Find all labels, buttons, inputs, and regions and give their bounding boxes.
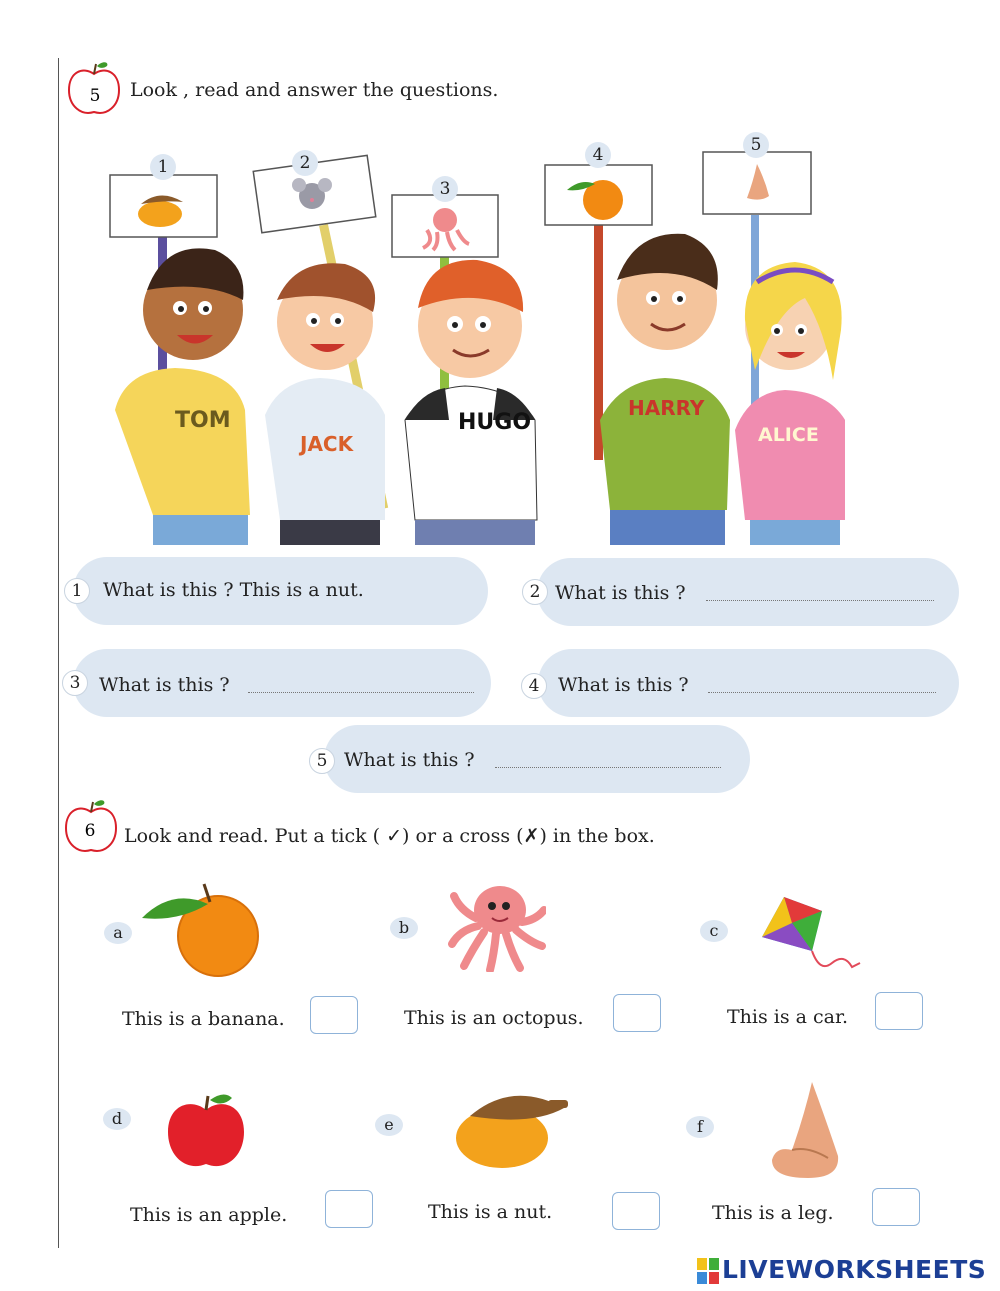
section-5-apple-badge [65, 60, 123, 118]
item-c-tick-box[interactable] [875, 992, 923, 1030]
question-1-number: 1 [64, 578, 90, 604]
question-3-number: 3 [62, 670, 88, 696]
shirt-name-tom: TOM [175, 408, 231, 433]
child-harry [600, 234, 730, 545]
item-c-letter: c [700, 920, 728, 942]
section-6-apple-badge [62, 798, 120, 856]
shirt-name-alice: ALICE [758, 424, 819, 446]
item-a-letter: a [104, 922, 132, 944]
sign-4 [545, 165, 652, 225]
item-b-letter: b [390, 917, 418, 939]
item-d-sentence: This is an apple. [130, 1204, 288, 1226]
page-margin-line [58, 58, 59, 1248]
section-5-number: 5 [89, 86, 101, 106]
child-jack [265, 263, 385, 545]
item-b-sentence: This is an octopus. [404, 1007, 584, 1029]
liveworksheets-logo-icon [697, 1258, 719, 1284]
question-2-text: What is this ? [555, 582, 686, 604]
shirt-name-harry: HARRY [628, 396, 705, 420]
question-3-answer-blank[interactable] [248, 692, 474, 693]
item-c-sentence: This is a car. [727, 1006, 849, 1028]
liveworksheets-brand[interactable]: LIVEWORKSHEETS [722, 1255, 987, 1284]
question-3-text: What is this ? [99, 674, 230, 696]
nut-icon [452, 1086, 574, 1172]
shirt-name-hugo: HUGO [458, 410, 532, 435]
question-2-number: 2 [522, 579, 548, 605]
section-6-number: 6 [84, 821, 96, 841]
section-6-instruction: Look and read. Put a tick ( ✓) or a cross (✗) in the box. [124, 825, 655, 847]
item-a-sentence: This is a banana. [122, 1008, 285, 1030]
question-5-answer-blank[interactable] [495, 767, 721, 768]
item-b-tick-box[interactable] [613, 994, 661, 1032]
question-5-number: 5 [309, 748, 335, 774]
kite-icon [760, 893, 864, 985]
item-f-sentence: This is a leg. [712, 1202, 834, 1224]
child-hugo [405, 260, 537, 545]
item-a-tick-box[interactable] [310, 996, 358, 1034]
sign-number-1: 1 [150, 154, 176, 180]
nose-icon [768, 1080, 844, 1182]
question-2-answer-blank[interactable] [706, 600, 934, 601]
sign-number-2: 2 [292, 150, 318, 176]
sign-1 [110, 175, 217, 237]
item-e-tick-box[interactable] [612, 1192, 660, 1230]
question-4-text: What is this ? [558, 674, 689, 696]
item-e-sentence: This is a nut. [428, 1201, 553, 1223]
orange-icon [138, 880, 264, 978]
item-e-letter: e [375, 1114, 403, 1136]
apple-icon [164, 1090, 248, 1172]
item-f-tick-box[interactable] [872, 1188, 920, 1226]
item-d-letter: d [103, 1108, 131, 1130]
child-tom [115, 248, 250, 545]
shirt-name-jack: JACK [300, 432, 354, 456]
question-5-text: What is this ? [344, 749, 475, 771]
children-with-signs-illustration [105, 130, 845, 545]
item-d-tick-box[interactable] [325, 1190, 373, 1228]
sign-5 [703, 152, 811, 214]
item-f-letter: f [686, 1116, 714, 1138]
question-4-answer-blank[interactable] [708, 692, 936, 693]
section-5-instruction: Look , read and answer the questions. [130, 79, 499, 101]
sign-number-3: 3 [432, 176, 458, 202]
sign-3 [392, 195, 498, 257]
sign-number-5: 5 [743, 132, 769, 158]
sign-number-4: 4 [585, 142, 611, 168]
question-4-number: 4 [521, 673, 547, 699]
octopus-icon [446, 880, 546, 972]
question-1-text: What is this ? This is a nut. [103, 579, 364, 601]
